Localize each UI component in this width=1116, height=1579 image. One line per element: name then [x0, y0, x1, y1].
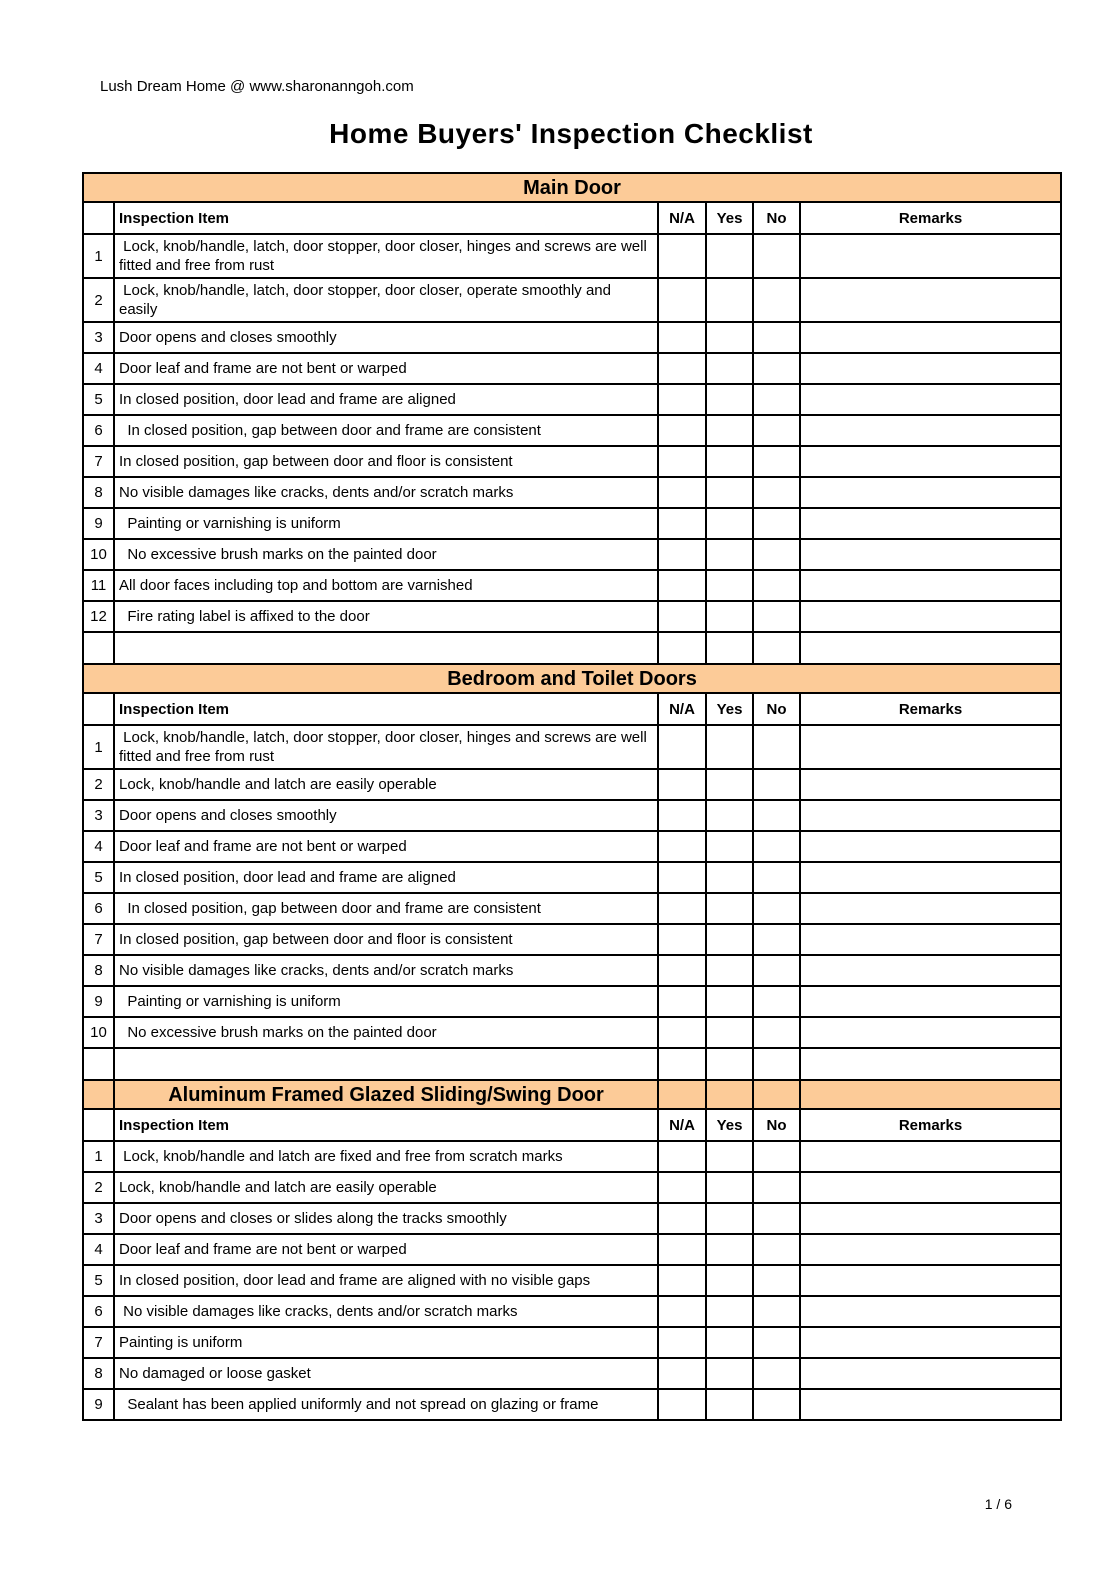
checklist-row — [83, 1017, 1061, 1048]
na-cell — [658, 1017, 706, 1048]
checklist-row — [83, 322, 1061, 353]
row-number-cell: 5 — [83, 862, 114, 893]
inspection-item-cell: Door leaf and frame are not bent or warped — [114, 831, 658, 862]
na-cell — [658, 632, 706, 664]
no-cell — [753, 769, 800, 800]
row-number-cell: 6 — [83, 415, 114, 446]
inspection-item-cell: Lock, knob/handle, latch, door stopper, door closer, hinges and screws are well fitted and free from rust — [114, 234, 658, 278]
remarks-cell — [800, 1172, 1061, 1203]
no-cell — [753, 539, 800, 570]
checklist-row — [83, 1141, 1061, 1172]
inspection-item-cell: Lock, knob/handle and latch are easily operable — [114, 1172, 658, 1203]
checklist-row — [83, 1389, 1061, 1420]
section-title: Aluminum Framed Glazed Sliding/Swing Door — [114, 1080, 658, 1109]
na-cell — [658, 725, 706, 769]
inspection-item-cell: In closed position, gap between door and floor is consistent — [114, 446, 658, 477]
na-cell — [658, 862, 706, 893]
inspection-checklist-table — [82, 172, 1062, 1421]
row-number-cell: 1 — [83, 1141, 114, 1172]
no-cell — [753, 353, 800, 384]
na-cell — [658, 508, 706, 539]
yes-cell — [706, 893, 753, 924]
row-number-cell: 9 — [83, 986, 114, 1017]
na-header: N/A — [658, 693, 706, 725]
remarks-cell — [800, 725, 1061, 769]
na-cell — [658, 1234, 706, 1265]
na-cell — [658, 1172, 706, 1203]
na-cell — [658, 570, 706, 601]
inspection-item-cell: Fire rating label is affixed to the door — [114, 601, 658, 632]
yes-cell — [706, 1203, 753, 1234]
inspection-item-cell: All door faces including top and bottom are varnished — [114, 570, 658, 601]
row-number-cell: 6 — [83, 1296, 114, 1327]
checklist-row — [83, 955, 1061, 986]
row-number-cell — [83, 1048, 114, 1080]
inspection-item-cell — [114, 1048, 658, 1080]
remarks-cell — [800, 278, 1061, 322]
no-cell — [753, 862, 800, 893]
row-number-cell: 8 — [83, 955, 114, 986]
checklist-row — [83, 1296, 1061, 1327]
remarks-cell — [800, 1265, 1061, 1296]
yes-cell — [706, 353, 753, 384]
remarks-cell — [800, 601, 1061, 632]
inspection-item-cell: Lock, knob/handle and latch are easily operable — [114, 769, 658, 800]
no-cell — [753, 508, 800, 539]
checklist-row — [83, 831, 1061, 862]
checklist-row — [83, 1234, 1061, 1265]
na-cell — [658, 1358, 706, 1389]
remarks-cell — [800, 322, 1061, 353]
yes-cell — [706, 831, 753, 862]
remarks-cell — [800, 769, 1061, 800]
inspection-item-cell: Sealant has been applied uniformly and not spread on glazing or frame — [114, 1389, 658, 1420]
no-cell — [753, 1141, 800, 1172]
yes-cell — [706, 1296, 753, 1327]
remarks-cell — [800, 955, 1061, 986]
site-credit-text: Lush Dream Home @ www.sharonanngoh.com — [100, 78, 414, 95]
yes-cell — [706, 1389, 753, 1420]
no-cell — [753, 955, 800, 986]
no-cell — [753, 1203, 800, 1234]
section-title: Main Door — [83, 173, 1061, 202]
yes-header: Yes — [706, 1109, 753, 1141]
no-cell — [753, 384, 800, 415]
remarks-header: Remarks — [800, 693, 1061, 725]
inspection-item-cell: In closed position, gap between door and frame are consistent — [114, 415, 658, 446]
na-cell — [658, 1265, 706, 1296]
blank-row — [83, 1048, 1061, 1080]
inspection-item-header: Inspection Item — [114, 693, 658, 725]
na-cell — [658, 769, 706, 800]
checklist-row — [83, 353, 1061, 384]
remarks-cell — [800, 1141, 1061, 1172]
checklist-row — [83, 1265, 1061, 1296]
row-number-header-cell — [83, 693, 114, 725]
column-header-row — [83, 693, 1061, 725]
no-cell — [753, 1296, 800, 1327]
inspection-item-cell: Door opens and closes or slides along the tracks smoothly — [114, 1203, 658, 1234]
checklist-row — [83, 384, 1061, 415]
no-cell — [753, 234, 800, 278]
row-number-cell: 4 — [83, 353, 114, 384]
no-cell — [753, 1172, 800, 1203]
no-cell — [753, 1048, 800, 1080]
row-number-cell: 9 — [83, 1389, 114, 1420]
section-header-row — [83, 1080, 1061, 1109]
row-number-cell: 2 — [83, 278, 114, 322]
row-number-cell: 3 — [83, 1203, 114, 1234]
row-number-cell: 5 — [83, 1265, 114, 1296]
na-cell — [658, 1048, 706, 1080]
checklist-row — [83, 234, 1061, 278]
no-cell — [753, 322, 800, 353]
yes-cell — [706, 1048, 753, 1080]
remarks-cell — [800, 477, 1061, 508]
no-cell — [753, 278, 800, 322]
row-number-cell: 8 — [83, 1358, 114, 1389]
page-title: Home Buyers' Inspection Checklist — [329, 118, 813, 149]
page-number: 1 / 6 — [984, 1496, 1012, 1512]
inspection-item-cell: Door leaf and frame are not bent or warped — [114, 1234, 658, 1265]
yes-cell — [706, 234, 753, 278]
remarks-cell — [800, 632, 1061, 664]
inspection-item-cell: No excessive brush marks on the painted door — [114, 539, 658, 570]
yes-cell — [706, 477, 753, 508]
remarks-cell — [800, 415, 1061, 446]
checklist-row — [83, 539, 1061, 570]
na-cell — [658, 1389, 706, 1420]
no-cell — [753, 1327, 800, 1358]
na-cell — [658, 1203, 706, 1234]
section-title: Bedroom and Toilet Doors — [83, 664, 1061, 693]
na-cell — [658, 477, 706, 508]
yes-cell — [706, 384, 753, 415]
na-cell — [658, 601, 706, 632]
checklist-row — [83, 1327, 1061, 1358]
row-number-cell: 10 — [83, 539, 114, 570]
na-cell — [658, 322, 706, 353]
na-cell — [658, 384, 706, 415]
remarks-cell — [800, 384, 1061, 415]
yes-cell — [706, 446, 753, 477]
na-cell — [658, 831, 706, 862]
remarks-cell — [800, 446, 1061, 477]
yes-cell — [706, 1234, 753, 1265]
row-number-cell: 12 — [83, 601, 114, 632]
row-number-cell: 10 — [83, 1017, 114, 1048]
inspection-item-cell: Painting is uniform — [114, 1327, 658, 1358]
remarks-cell — [800, 570, 1061, 601]
row-number-header-cell — [83, 202, 114, 234]
no-cell — [753, 986, 800, 1017]
remarks-cell — [800, 862, 1061, 893]
yes-cell — [706, 570, 753, 601]
inspection-item-cell: Lock, knob/handle, latch, door stopper, door closer, hinges and screws are well fitted and free from rust — [114, 725, 658, 769]
no-cell — [753, 1234, 800, 1265]
section-band-yes-cell — [706, 1080, 753, 1109]
checklist-row — [83, 725, 1061, 769]
yes-cell — [706, 632, 753, 664]
yes-cell — [706, 1017, 753, 1048]
row-number-cell: 3 — [83, 322, 114, 353]
remarks-cell — [800, 893, 1061, 924]
yes-cell — [706, 862, 753, 893]
section-header-row — [83, 173, 1061, 202]
inspection-item-cell: Painting or varnishing is uniform — [114, 508, 658, 539]
row-number-cell: 6 — [83, 893, 114, 924]
na-header: N/A — [658, 202, 706, 234]
inspection-item-cell: Door leaf and frame are not bent or warped — [114, 353, 658, 384]
checklist-row — [83, 570, 1061, 601]
na-cell — [658, 234, 706, 278]
remarks-cell — [800, 800, 1061, 831]
no-cell — [753, 1017, 800, 1048]
no-header: No — [753, 693, 800, 725]
checklist-row — [83, 893, 1061, 924]
na-cell — [658, 1296, 706, 1327]
no-cell — [753, 1389, 800, 1420]
yes-cell — [706, 986, 753, 1017]
remarks-cell — [800, 508, 1061, 539]
yes-cell — [706, 924, 753, 955]
inspection-item-cell — [114, 632, 658, 664]
inspection-item-cell: No visible damages like cracks, dents and/or scratch marks — [114, 1296, 658, 1327]
yes-cell — [706, 278, 753, 322]
checklist-row — [83, 769, 1061, 800]
row-number-cell: 9 — [83, 508, 114, 539]
yes-cell — [706, 508, 753, 539]
section-header-row — [83, 664, 1061, 693]
inspection-item-header: Inspection Item — [114, 202, 658, 234]
yes-cell — [706, 322, 753, 353]
inspection-item-cell: Lock, knob/handle, latch, door stopper, door closer, operate smoothly and easily — [114, 278, 658, 322]
checklist-row — [83, 862, 1061, 893]
row-number-cell: 5 — [83, 384, 114, 415]
row-number-cell: 2 — [83, 1172, 114, 1203]
remarks-cell — [800, 1327, 1061, 1358]
remarks-cell — [800, 1296, 1061, 1327]
yes-cell — [706, 1141, 753, 1172]
section-band-no-cell — [753, 1080, 800, 1109]
na-cell — [658, 924, 706, 955]
checklist-row — [83, 986, 1061, 1017]
row-number-cell: 4 — [83, 831, 114, 862]
inspection-item-cell: In closed position, door lead and frame are aligned — [114, 862, 658, 893]
inspection-item-cell: In closed position, door lead and frame are aligned — [114, 384, 658, 415]
yes-cell — [706, 601, 753, 632]
remarks-cell — [800, 539, 1061, 570]
no-cell — [753, 446, 800, 477]
checklist-row — [83, 508, 1061, 539]
row-number-cell: 1 — [83, 725, 114, 769]
inspection-item-cell: No visible damages like cracks, dents and/or scratch marks — [114, 477, 658, 508]
column-header-row — [83, 1109, 1061, 1141]
na-cell — [658, 800, 706, 831]
remarks-cell — [800, 1358, 1061, 1389]
row-number-cell: 2 — [83, 769, 114, 800]
yes-header: Yes — [706, 693, 753, 725]
remarks-cell — [800, 234, 1061, 278]
no-header: No — [753, 202, 800, 234]
yes-cell — [706, 1358, 753, 1389]
remarks-cell — [800, 831, 1061, 862]
na-cell — [658, 278, 706, 322]
row-number-cell: 11 — [83, 570, 114, 601]
na-cell — [658, 353, 706, 384]
no-cell — [753, 725, 800, 769]
na-cell — [658, 1327, 706, 1358]
yes-cell — [706, 1327, 753, 1358]
inspection-item-cell: No visible damages like cracks, dents and/or scratch marks — [114, 955, 658, 986]
na-cell — [658, 415, 706, 446]
no-cell — [753, 800, 800, 831]
section-title-spacer-cell — [83, 1080, 114, 1109]
remarks-cell — [800, 924, 1061, 955]
checklist-row — [83, 415, 1061, 446]
no-cell — [753, 570, 800, 601]
row-number-cell: 7 — [83, 446, 114, 477]
yes-cell — [706, 415, 753, 446]
no-cell — [753, 1265, 800, 1296]
checklist-row — [83, 924, 1061, 955]
inspection-item-cell: In closed position, door lead and frame are aligned with no visible gaps — [114, 1265, 658, 1296]
remarks-cell — [800, 1203, 1061, 1234]
na-cell — [658, 986, 706, 1017]
remarks-cell — [800, 353, 1061, 384]
checklist-row — [83, 1358, 1061, 1389]
no-header: No — [753, 1109, 800, 1141]
section-band-remarks-cell — [800, 1080, 1061, 1109]
na-cell — [658, 446, 706, 477]
remarks-cell — [800, 1048, 1061, 1080]
remarks-header: Remarks — [800, 1109, 1061, 1141]
yes-cell — [706, 725, 753, 769]
checklist-row — [83, 601, 1061, 632]
yes-cell — [706, 769, 753, 800]
no-cell — [753, 632, 800, 664]
row-number-cell: 8 — [83, 477, 114, 508]
na-header: N/A — [658, 1109, 706, 1141]
no-cell — [753, 893, 800, 924]
inspection-item-cell: Door opens and closes smoothly — [114, 322, 658, 353]
na-cell — [658, 1141, 706, 1172]
row-number-cell: 7 — [83, 924, 114, 955]
no-cell — [753, 831, 800, 862]
no-cell — [753, 601, 800, 632]
no-cell — [753, 415, 800, 446]
inspection-item-cell: Lock, knob/handle and latch are fixed and free from scratch marks — [114, 1141, 658, 1172]
no-cell — [753, 924, 800, 955]
na-cell — [658, 893, 706, 924]
na-cell — [658, 539, 706, 570]
row-number-header-cell — [83, 1109, 114, 1141]
remarks-cell — [800, 986, 1061, 1017]
yes-cell — [706, 955, 753, 986]
inspection-item-cell: No damaged or loose gasket — [114, 1358, 658, 1389]
remarks-cell — [800, 1389, 1061, 1420]
checklist-row — [83, 800, 1061, 831]
row-number-cell: 1 — [83, 234, 114, 278]
row-number-cell — [83, 632, 114, 664]
yes-cell — [706, 1265, 753, 1296]
yes-cell — [706, 800, 753, 831]
inspection-item-cell: Door opens and closes smoothly — [114, 800, 658, 831]
checklist-row — [83, 1203, 1061, 1234]
column-header-row — [83, 202, 1061, 234]
row-number-cell: 4 — [83, 1234, 114, 1265]
checklist-row — [83, 278, 1061, 322]
blank-row — [83, 632, 1061, 664]
section-band-na-cell — [658, 1080, 706, 1109]
inspection-item-cell: No excessive brush marks on the painted door — [114, 1017, 658, 1048]
remarks-header: Remarks — [800, 202, 1061, 234]
checklist-row — [83, 446, 1061, 477]
yes-header: Yes — [706, 202, 753, 234]
no-cell — [753, 477, 800, 508]
row-number-cell: 7 — [83, 1327, 114, 1358]
inspection-item-cell: In closed position, gap between door and floor is consistent — [114, 924, 658, 955]
inspection-item-cell: In closed position, gap between door and frame are consistent — [114, 893, 658, 924]
checklist-row — [83, 1172, 1061, 1203]
inspection-item-header: Inspection Item — [114, 1109, 658, 1141]
yes-cell — [706, 539, 753, 570]
remarks-cell — [800, 1234, 1061, 1265]
yes-cell — [706, 1172, 753, 1203]
checklist-row — [83, 477, 1061, 508]
na-cell — [658, 955, 706, 986]
remarks-cell — [800, 1017, 1061, 1048]
no-cell — [753, 1358, 800, 1389]
inspection-item-cell: Painting or varnishing is uniform — [114, 986, 658, 1017]
row-number-cell: 3 — [83, 800, 114, 831]
